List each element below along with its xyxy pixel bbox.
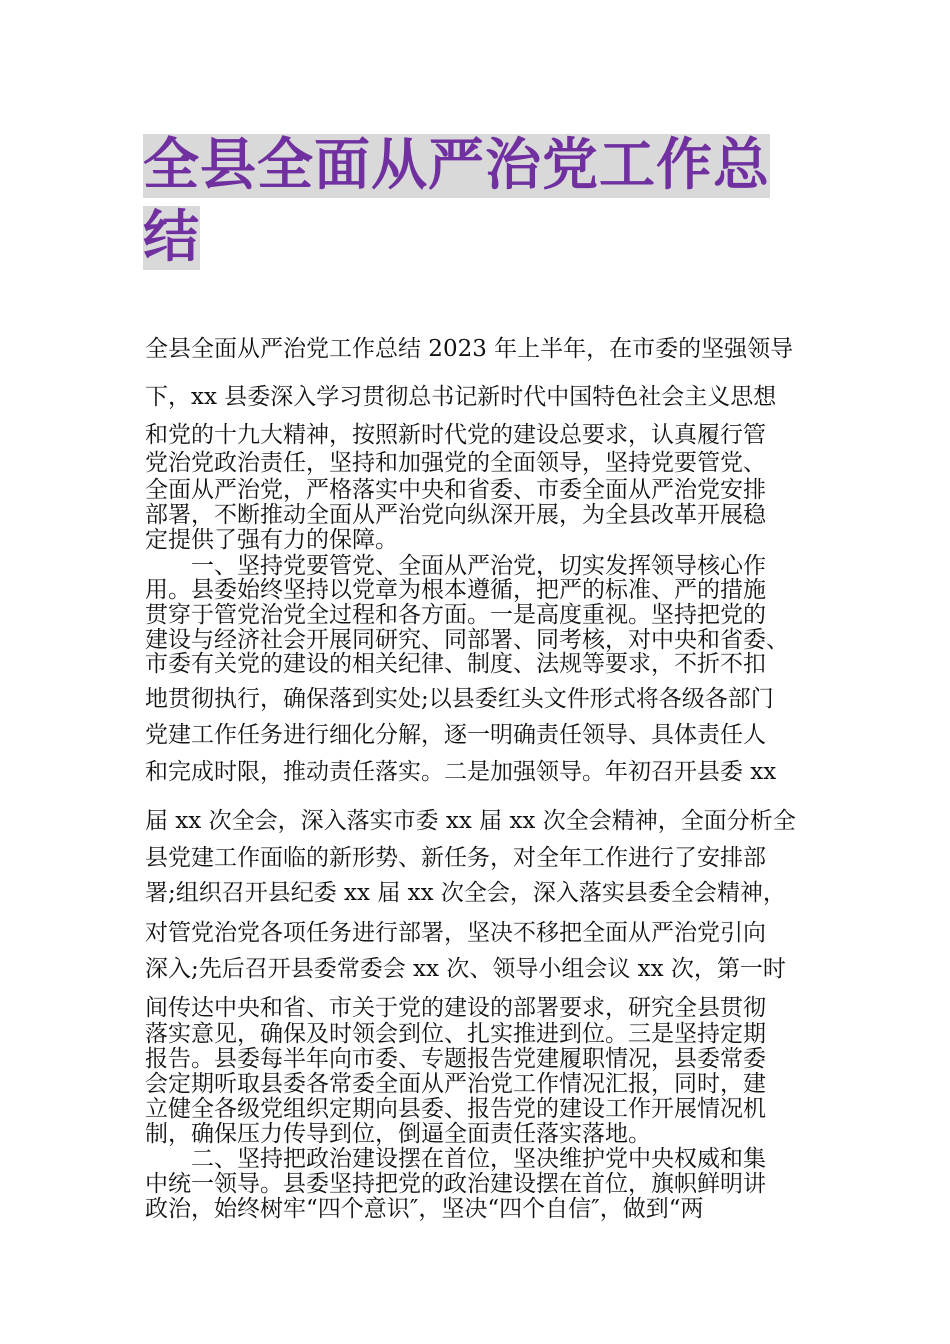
body-line: 县党建工作面临的新形势、新任务，对全年工作进行了安排部 [145, 845, 766, 871]
body-line: 地贯彻执行，确保落到实处;以县委红头文件形式将各级各部门 [145, 686, 774, 712]
body-line: 部署，不断推动全面从严治党向纵深开展，为全县改革开展稳 [145, 502, 766, 528]
body-line: 中统一领导。县委坚持把党的政治建设摆在首位，旗帜鲜明讲 [145, 1171, 766, 1197]
body-line: 全面从严治党，严格落实中央和省委、市委全面从严治党安排 [145, 477, 766, 503]
body-line: 一、坚持党要管党、全面从严治党，切实发挥领导核心作 [145, 553, 766, 579]
body-line: 间传达中央和省、市关于党的建设的部署要求，研究全县贯彻 [145, 995, 766, 1021]
body-line: 对管党治党各项任务进行部署，坚决不移把全面从严治党引向 [145, 920, 766, 946]
body-line: 届 xx 次全会，深入落实市委 xx 届 xx 次全会精神，全面分析全 [145, 808, 796, 834]
title-line-2: 结 [143, 205, 200, 270]
body-line: 定提供了强有力的保障。 [145, 527, 398, 553]
body-line: 和完成时限，推动责任落实。二是加强领导。年初召开县委 xx [145, 759, 777, 785]
body-line: 报告。县委每半年向市委、专题报告党建履职情况，县委常委 [145, 1046, 766, 1072]
body-line: 建设与经济社会开展同研究、同部署、同考核，对中央和省委、 [145, 627, 789, 653]
body-line: 立健全各级党组织定期向县委、报告党的建设工作开展情况机 [145, 1096, 766, 1122]
body-line: 党治党政治责任，坚持和加强党的全面领导，坚持党要管党、 [145, 450, 766, 476]
body-line: 党建工作任务进行细化分解，逐一明确责任领导、具体责任人 [145, 722, 766, 748]
body-line: 制，确保压力传导到位，倒逼全面责任落实落地。 [145, 1121, 651, 1147]
body-line: 用。县委始终坚持以党章为根本遵循，把严的标准、严的措施 [145, 577, 766, 603]
body-line: 和党的十九大精神，按照新时代党的建设总要求，认真履行管 [145, 422, 766, 448]
body-line: 会定期听取县委各常委全面从严治党工作情况汇报，同时，建 [145, 1071, 766, 1097]
body-line: 二、坚持把政治建设摆在首位，坚决维护党中央权威和集 [145, 1146, 766, 1172]
body-line: 署;组织召开县纪委 xx 届 xx 次全会，深入落实县委全会精神， [145, 880, 786, 906]
body-line: 全县全面从严治党工作总结 2023 年上半年，在市委的坚强领导 [145, 336, 794, 362]
body-line: 市委有关党的建设的相关纪律、制度、法规等要求，不折不扣 [145, 651, 766, 677]
body-line: 落实意见，确保及时领会到位、扎实推进到位。三是坚持定期 [145, 1021, 766, 1047]
body-line: 下，xx 县委深入学习贯彻总书记新时代中国特色社会主义思想 [145, 384, 777, 410]
body-line: 深入;先后召开县委常委会 xx 次、领导小组会议 xx 次，第一时 [145, 956, 786, 982]
body-line: 贯穿于管党治党全过程和各方面。一是高度重视。坚持把党的 [145, 602, 766, 628]
body-line: 政治，始终树牢“四个意识″，坚决“四个自信″，做到“两 [145, 1196, 704, 1222]
title-line-1: 全县全面从严治党工作总 [143, 133, 770, 198]
